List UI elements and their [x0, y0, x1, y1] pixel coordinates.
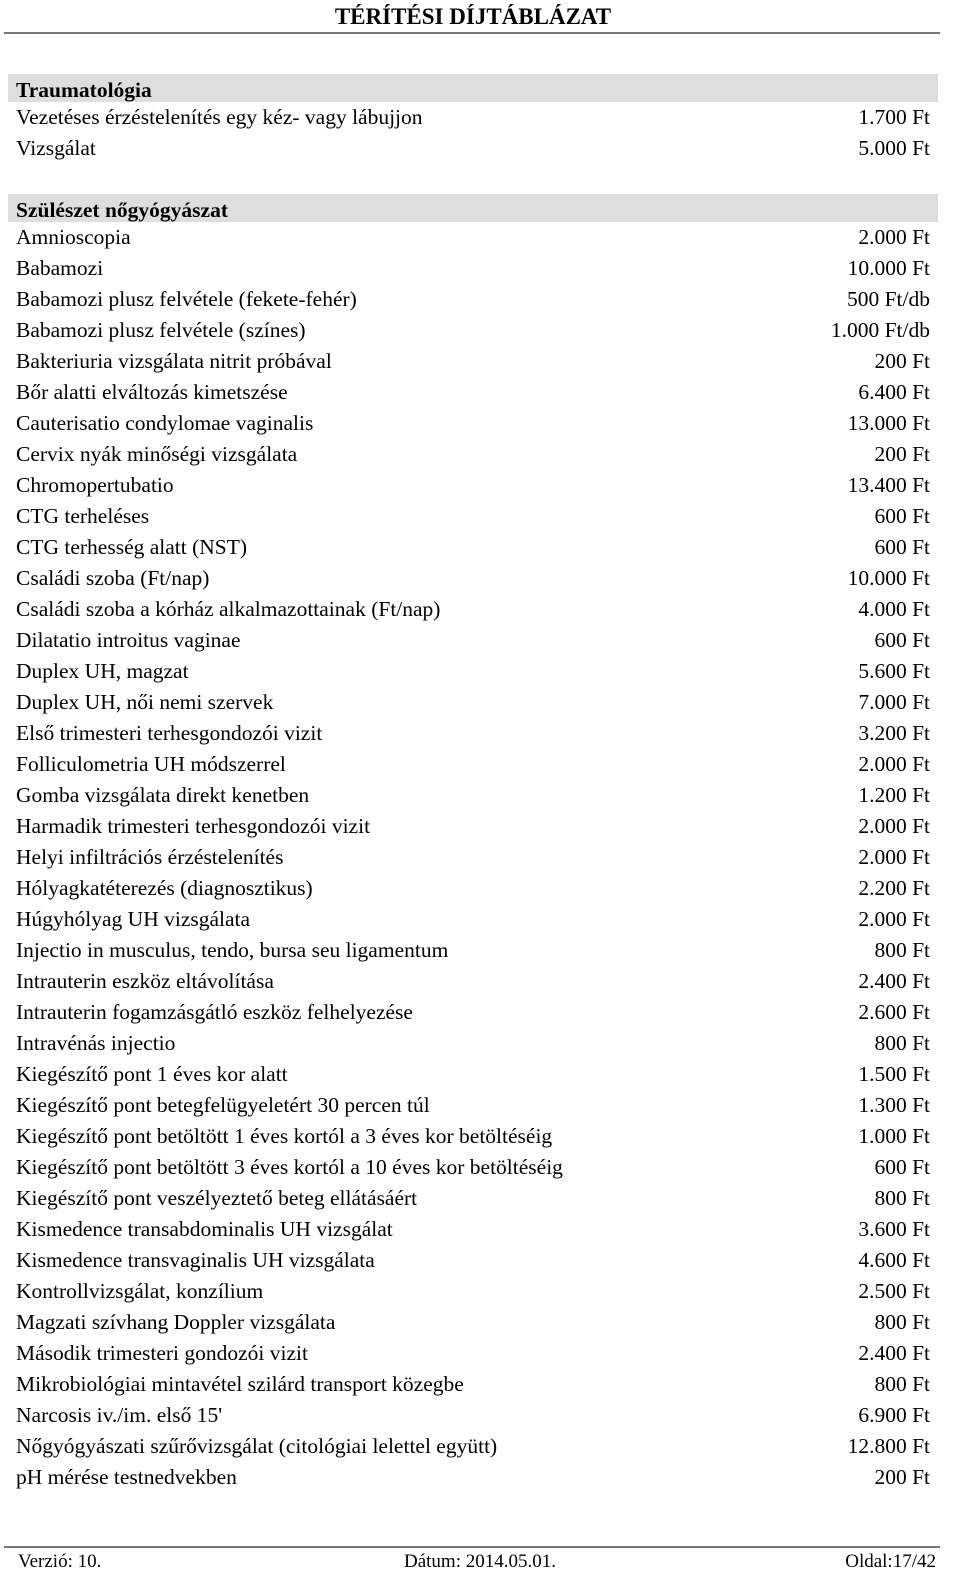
table-row [8, 470, 938, 501]
service-name: Gomba vizsgálata direkt kenetben [16, 783, 310, 807]
table-row [8, 594, 938, 625]
service-name: Kontrollvizsgálat, konzílium [16, 1279, 264, 1303]
table-row [8, 377, 938, 408]
table-row [8, 935, 938, 966]
service-name: Bakteriuria vizsgálata nitrit próbával [16, 349, 332, 373]
service-price: 2.000 Ft [858, 845, 930, 869]
service-price: 10.000 Ft [847, 566, 930, 590]
service-name: Babamozi [16, 256, 104, 280]
table-row [8, 315, 938, 346]
service-name: Cervix nyák minőségi vizsgálata [16, 442, 298, 466]
service-name: CTG terhesség alatt (NST) [16, 535, 248, 559]
page-title: TÉRÍTÉSI DÍJTÁBLÁZAT [334, 4, 612, 29]
service-name: Duplex UH, női nemi szervek [16, 690, 274, 714]
service-name: Duplex UH, magzat [16, 659, 189, 683]
service-price: 2.000 Ft [858, 752, 930, 776]
service-name: Magzati szívhang Doppler vizsgálata [16, 1310, 336, 1334]
service-name: Harmadik trimesteri terhesgondozói vizit [16, 814, 371, 838]
service-price: 800 Ft [874, 1186, 930, 1210]
table-row [8, 563, 938, 594]
service-price: 4.000 Ft [858, 597, 930, 621]
table-row [8, 1121, 938, 1152]
service-price: 800 Ft [874, 938, 930, 962]
service-name: Mikrobiológiai mintavétel szilárd transport közegbe [16, 1372, 464, 1396]
service-price: 2.500 Ft [858, 1279, 930, 1303]
table-row [8, 346, 938, 377]
service-name: Húgyhólyag UH vizsgálata [16, 907, 251, 931]
service-price: 2.000 Ft [858, 814, 930, 838]
service-name: CTG terheléses [16, 504, 150, 528]
service-name: Vezetéses érzéstelenítés egy kéz- vagy lábujjon [16, 105, 423, 129]
service-price: 600 Ft [874, 504, 930, 528]
service-name: pH mérése testnedvekben [16, 1465, 237, 1489]
service-price: 4.600 Ft [858, 1248, 930, 1272]
table-row [8, 966, 938, 997]
service-price: 3.200 Ft [858, 721, 930, 745]
service-price: 7.000 Ft [858, 690, 930, 714]
service-name: Helyi infiltrációs érzéstelenítés [16, 845, 284, 869]
service-price: 2.400 Ft [858, 1341, 930, 1365]
table-row [8, 1183, 938, 1214]
footer-version: Verzió: 10. [18, 1551, 102, 1572]
table-row [8, 656, 938, 687]
table-row [8, 1276, 938, 1307]
service-price: 13.400 Ft [847, 473, 930, 497]
table-row [8, 718, 938, 749]
table-row [8, 1090, 938, 1121]
service-price: 1.000 Ft/db [830, 318, 930, 342]
footer-date: Dátum: 2014.05.01. [404, 1551, 556, 1572]
table-row [8, 102, 938, 133]
service-price: 600 Ft [874, 628, 930, 652]
service-price: 12.800 Ft [847, 1434, 930, 1458]
section-header: Traumatológia [8, 74, 938, 102]
table-row [8, 1400, 938, 1431]
service-price: 2.000 Ft [858, 225, 930, 249]
service-name: Hólyagkatéterezés (diagnosztikus) [16, 876, 313, 900]
service-price: 5.000 Ft [858, 136, 930, 160]
service-price: 10.000 Ft [847, 256, 930, 280]
service-price: 600 Ft [874, 535, 930, 559]
service-price: 800 Ft [874, 1031, 930, 1055]
table-row [8, 408, 938, 439]
service-name: Intrauterin fogamzásgátló eszköz felhelyezése [16, 1000, 413, 1024]
table-row [8, 997, 938, 1028]
fee-section [8, 74, 938, 164]
service-name: Dilatatio introitus vaginae [16, 628, 241, 652]
service-name: Cauterisatio condylomae vaginalis [16, 411, 314, 435]
table-row [8, 222, 938, 253]
table-row [8, 904, 938, 935]
service-name: Kiegészítő pont betöltött 3 éves kortól a 10 éves kor betöltéséig [16, 1155, 563, 1179]
table-row [8, 501, 938, 532]
table-row [8, 811, 938, 842]
service-price: 200 Ft [874, 442, 930, 466]
table-row [8, 687, 938, 718]
service-price: 600 Ft [874, 1155, 930, 1179]
table-row [8, 1059, 938, 1090]
section-header: Szülészet nőgyógyászat [8, 194, 938, 222]
page-footer [18, 1548, 938, 1578]
service-price: 5.600 Ft [858, 659, 930, 683]
service-name: Kiegészítő pont veszélyeztető beteg ellátásáért [16, 1186, 418, 1210]
service-price: 2.400 Ft [858, 969, 930, 993]
service-name: Vizsgálat [16, 136, 96, 160]
service-price: 800 Ft [874, 1372, 930, 1396]
table-row [8, 625, 938, 656]
table-row [8, 842, 938, 873]
service-price: 1.300 Ft [858, 1093, 930, 1117]
service-name: Intrauterin eszköz eltávolítása [16, 969, 274, 993]
table-row [8, 532, 938, 563]
service-name: Családi szoba (Ft/nap) [16, 566, 210, 590]
service-price: 200 Ft [874, 349, 930, 373]
service-name: Kiegészítő pont betöltött 1 éves kortól a 3 éves kor betöltéséig [16, 1124, 553, 1148]
service-price: 2.600 Ft [858, 1000, 930, 1024]
service-price: 1.000 Ft [858, 1124, 930, 1148]
table-row [8, 1307, 938, 1338]
service-name: Narcosis iv./im. első 15' [16, 1403, 223, 1427]
table-row [8, 284, 938, 315]
service-name: Bőr alatti elváltozás kimetszése [16, 380, 288, 404]
service-name: Amnioscopia [16, 225, 131, 249]
table-row [8, 873, 938, 904]
service-name: Kismedence transvaginalis UH vizsgálata [16, 1248, 375, 1272]
table-row [8, 1214, 938, 1245]
table-row [8, 133, 938, 164]
table-row [8, 1462, 938, 1493]
service-name: Intravénás injectio [16, 1031, 176, 1055]
table-row [8, 749, 938, 780]
service-name: Babamozi plusz felvétele (fekete-fehér) [16, 287, 357, 311]
service-name: Kiegészítő pont 1 éves kor alatt [16, 1062, 288, 1086]
table-row [8, 1152, 938, 1183]
service-name: Kiegészítő pont betegfelügyeletért 30 percen túl [16, 1093, 430, 1117]
service-price: 3.600 Ft [858, 1217, 930, 1241]
service-price: 6.900 Ft [858, 1403, 930, 1427]
service-name: Családi szoba a kórház alkalmazottainak (Ft/nap) [16, 597, 441, 621]
table-row [8, 439, 938, 470]
service-price: 1.500 Ft [858, 1062, 930, 1086]
service-name: Injectio in musculus, tendo, bursa seu ligamentum [16, 938, 449, 962]
service-name: Nőgyógyászati szűrővizsgálat (citológiai lelettel együtt) [16, 1434, 498, 1458]
service-name: Első trimesteri terhesgondozói vizit [16, 721, 323, 745]
service-name: Második trimesteri gondozói vizit [16, 1341, 308, 1365]
title-divider [4, 32, 940, 34]
table-row [8, 253, 938, 284]
table-row [8, 1431, 938, 1462]
service-name: Chromopertubatio [16, 473, 174, 497]
service-price: 2.200 Ft [858, 876, 930, 900]
service-price: 13.000 Ft [847, 411, 930, 435]
service-price: 2.000 Ft [858, 907, 930, 931]
table-row [8, 1338, 938, 1369]
table-row [8, 1028, 938, 1059]
service-name: Folliculometria UH módszerrel [16, 752, 286, 776]
service-price: 6.400 Ft [858, 380, 930, 404]
table-row [8, 780, 938, 811]
service-price: 1.200 Ft [858, 783, 930, 807]
service-price: 500 Ft/db [846, 287, 930, 311]
fee-table [8, 74, 938, 1523]
service-price: 800 Ft [874, 1310, 930, 1334]
table-row [8, 1369, 938, 1400]
service-name: Kismedence transabdominalis UH vizsgálat [16, 1217, 393, 1241]
service-price: 1.700 Ft [858, 105, 930, 129]
service-name: Babamozi plusz felvétele (színes) [16, 318, 306, 342]
fee-section [8, 194, 938, 1493]
table-row [8, 1245, 938, 1276]
service-price: 200 Ft [874, 1465, 930, 1489]
footer-page-number: Oldal:17/42 [845, 1551, 936, 1572]
